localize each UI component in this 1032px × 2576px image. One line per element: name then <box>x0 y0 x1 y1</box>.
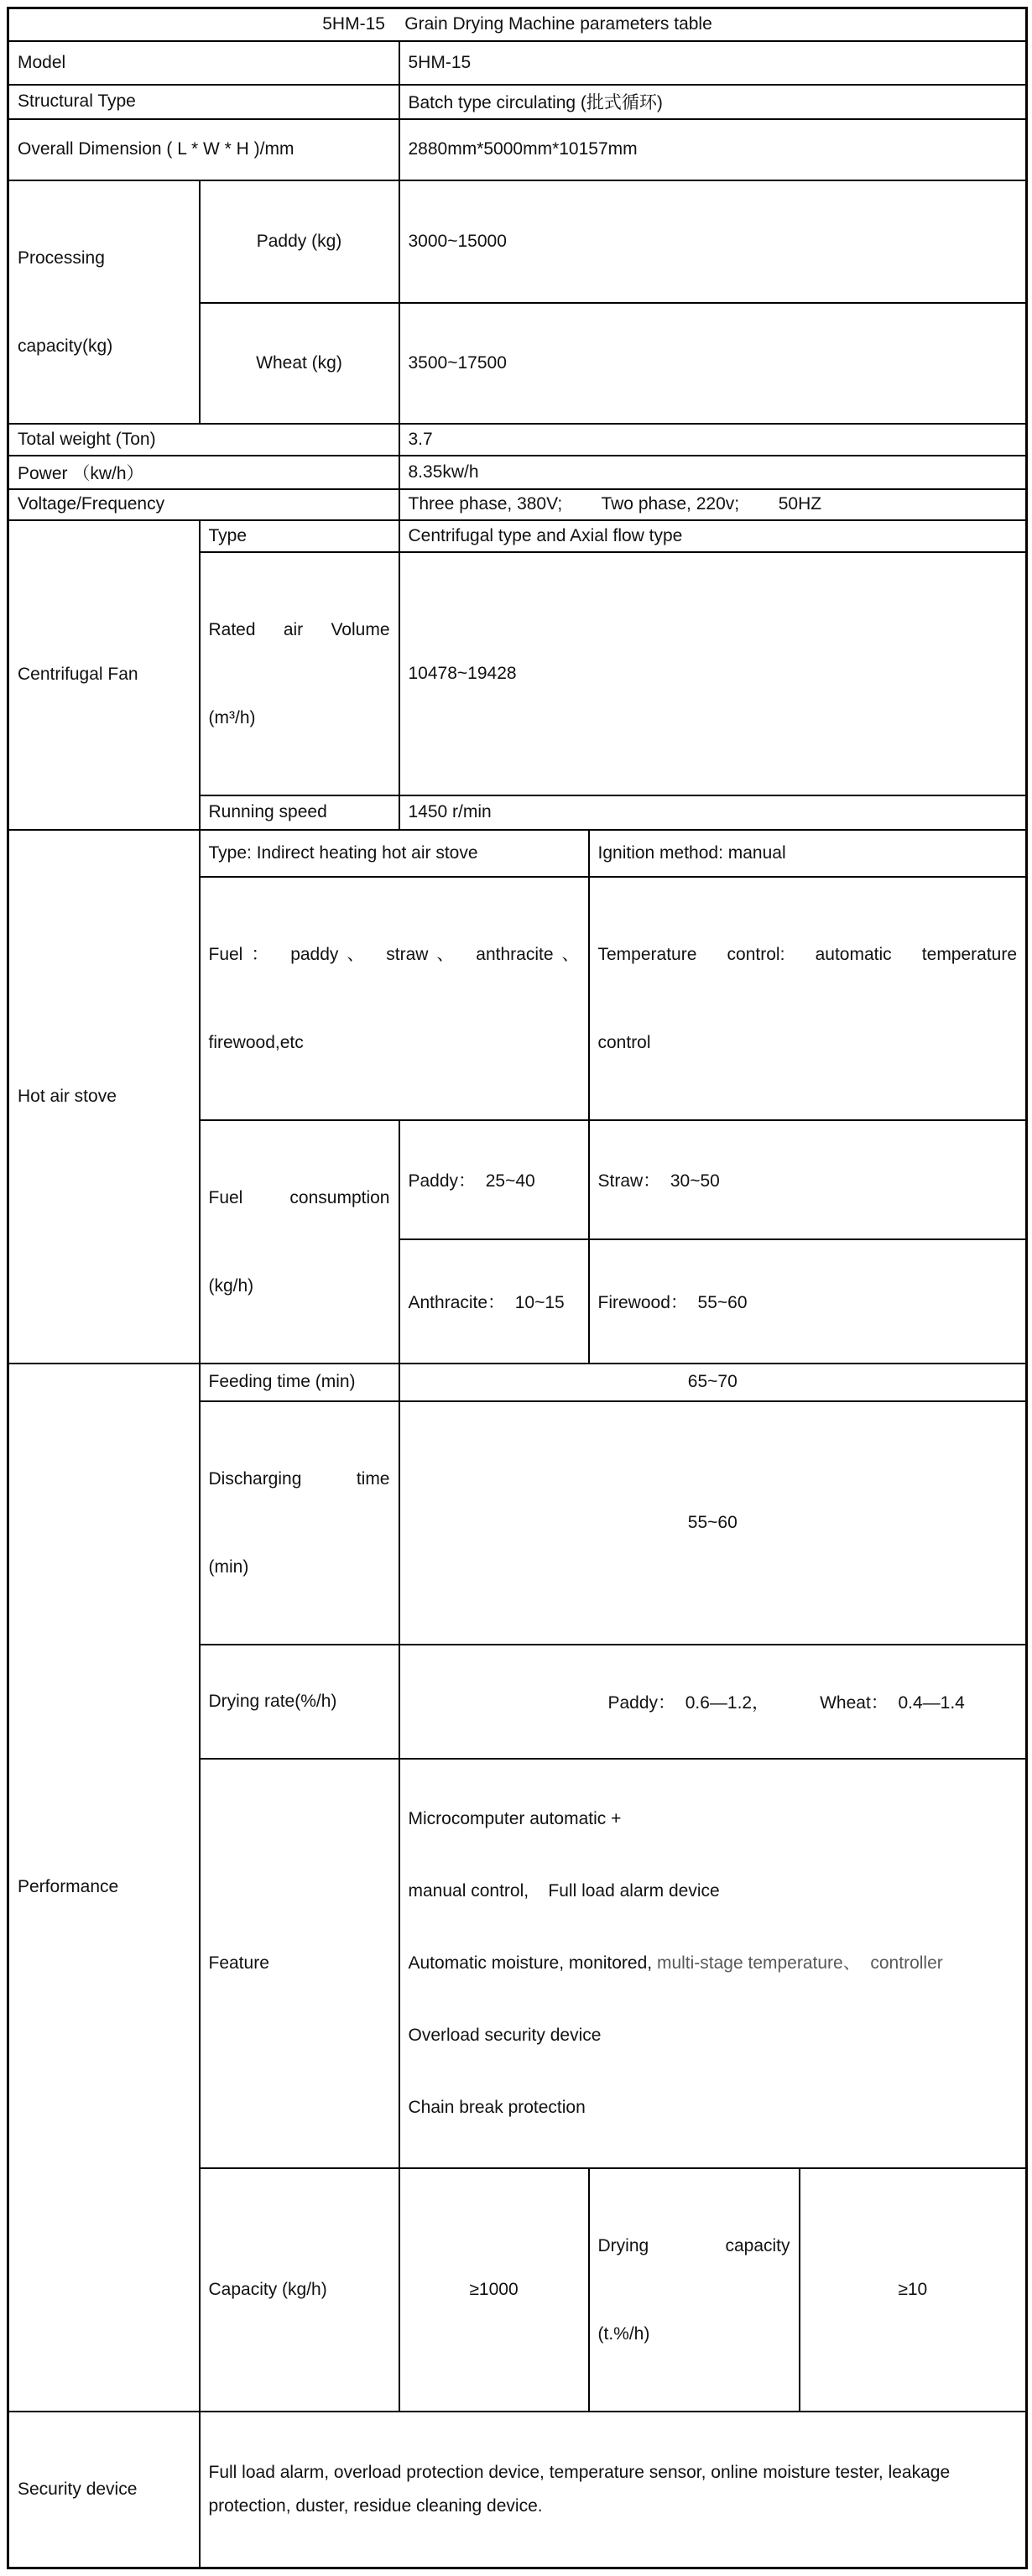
security-device-value <box>200 2412 1027 2568</box>
row-title <box>8 8 1027 41</box>
stove-temperature-line2: control <box>597 1032 651 1052</box>
running-speed-label: Running speed <box>200 795 399 830</box>
fan-type-value: Centrifugal type and Axial flow type <box>399 520 1027 552</box>
model-value: 5HM-15 <box>399 41 1027 85</box>
stove-ignition-value: Ignition method: manual <box>589 830 1027 877</box>
feeding-time-value: 65~70 <box>399 1364 1027 1401</box>
feature-line-3-gray: multi-stage temperature、 controller <box>656 1953 943 1973</box>
row-model <box>8 41 1027 85</box>
table-title: 5HM-15 Grain Drying Machine parameters table <box>8 8 1027 41</box>
drying-capacity-label <box>589 2168 800 2412</box>
row-structural-type <box>8 85 1027 119</box>
fuel-consumption-label-line1: Fuel consumption <box>208 1187 390 1207</box>
capacity-value: ≥1000 <box>399 2168 589 2412</box>
feature-label: Feature <box>200 1759 399 2168</box>
stove-fuel-line1: Fuel： paddy、 straw、 anthracite、 <box>208 944 580 964</box>
feature-line-4: Overload security device <box>408 2025 602 2045</box>
voltage-frequency-label: Voltage/Frequency <box>8 489 399 520</box>
rated-air-volume-label <box>200 552 399 795</box>
structural-type-value: Batch type circulating (批式循环) <box>399 85 1027 119</box>
voltage-frequency-value: Three phase, 380V; Two phase, 220v; 50HZ <box>399 489 1027 520</box>
feature-line-2: manual control, Full load alarm device <box>408 1880 720 1901</box>
stove-temperature-line1: Temperature control: automatic temperature <box>597 944 1018 964</box>
fuel-firewood-value: Firewood： 55~60 <box>589 1239 1027 1364</box>
discharging-time-label-line1: Discharging time <box>208 1468 390 1489</box>
drying-rate-values <box>409 1689 1018 1714</box>
row-stove-type <box>8 830 1027 877</box>
fuel-consumption-label-line2: (kg/h) <box>208 1275 254 1296</box>
drying-capacity-value: ≥10 <box>800 2168 1027 2412</box>
paddy-capacity-label: Paddy (kg) <box>200 180 399 304</box>
capacity-label: Capacity (kg/h) <box>200 2168 399 2412</box>
rated-air-volume-label-line2: (m³/h) <box>208 707 256 727</box>
model-label: Model <box>8 41 399 85</box>
drying-rate-value <box>399 1645 1027 1759</box>
row-total-weight <box>8 424 1027 456</box>
row-fan-type <box>8 520 1027 552</box>
row-overall-dimension <box>8 119 1027 180</box>
discharging-time-value: 55~60 <box>399 1401 1027 1645</box>
feature-value <box>399 1759 1027 2168</box>
power-label: Power （kw/h） <box>8 456 399 489</box>
processing-capacity-label-line1: Processing <box>18 248 105 268</box>
overall-dimension-label: Overall Dimension ( L * W * H )/mm <box>8 119 399 180</box>
security-device-text: Full load alarm, overload protection device, temperature sensor, online moisture tester, leakage protection, duster, residue cleaning device. <box>208 2462 955 2516</box>
processing-capacity-label-line2: capacity(kg) <box>18 336 113 356</box>
stove-fuel-line2: firewood,etc <box>208 1032 304 1052</box>
performance-label: Performance <box>8 1364 200 2412</box>
wheat-capacity-value: 3500~17500 <box>399 303 1027 423</box>
drying-rate-label: Drying rate(%/h) <box>200 1645 399 1759</box>
feature-line-5: Chain break protection <box>408 2097 586 2117</box>
drying-rate-paddy: Paddy： 0.6—1.2， <box>607 1692 770 1713</box>
drying-capacity-label-line1: Drying capacity <box>597 2235 790 2255</box>
drying-capacity-label-line2: (t.%/h) <box>597 2323 650 2344</box>
feature-line-1: Microcomputer automatic + <box>408 1808 622 1828</box>
power-value: 8.35kw/h <box>399 456 1027 489</box>
fuel-paddy-value: Paddy： 25~40 <box>399 1120 589 1239</box>
fuel-straw-value: Straw： 30~50 <box>589 1120 1027 1239</box>
row-voltage-frequency <box>8 489 1027 520</box>
row-feeding-time <box>8 1364 1027 1401</box>
feature-line-3-black: Automatic moisture, monitored, <box>408 1953 657 1973</box>
discharging-time-label <box>200 1401 399 1645</box>
fan-type-label: Type <box>200 520 399 552</box>
rated-air-volume-value: 10478~19428 <box>399 552 1027 795</box>
wheat-capacity-label: Wheat (kg) <box>200 303 399 423</box>
structural-type-label: Structural Type <box>8 85 399 119</box>
security-device-label: Security device <box>8 2412 200 2568</box>
total-weight-label: Total weight (Ton) <box>8 424 399 456</box>
row-power <box>8 456 1027 489</box>
discharging-time-label-line2: (min) <box>208 1557 249 1577</box>
drying-rate-wheat: Wheat： 0.4—1.4 <box>820 1692 965 1713</box>
stove-temperature-control-value <box>589 877 1027 1120</box>
row-processing-paddy <box>8 180 1027 304</box>
feature-line-3 <box>409 1948 1018 1979</box>
parameters-table <box>7 7 1028 2569</box>
total-weight-value: 3.7 <box>399 424 1027 456</box>
row-security-device <box>8 2412 1027 2568</box>
rated-air-volume-label-line1: Rated air Volume <box>208 619 390 639</box>
overall-dimension-value: 2880mm*5000mm*10157mm <box>399 119 1027 180</box>
fuel-consumption-label <box>200 1120 399 1364</box>
hot-air-stove-label: Hot air stove <box>8 830 200 1364</box>
fuel-anthracite-value: Anthracite： 10~15 <box>399 1239 589 1364</box>
centrifugal-fan-label: Centrifugal Fan <box>8 520 200 830</box>
stove-type-value: Type: Indirect heating hot air stove <box>200 830 589 877</box>
paddy-capacity-value: 3000~15000 <box>399 180 1027 304</box>
running-speed-value: 1450 r/min <box>399 795 1027 830</box>
feeding-time-label: Feeding time (min) <box>200 1364 399 1401</box>
processing-capacity-label <box>8 180 200 424</box>
stove-fuel-value <box>200 877 589 1120</box>
